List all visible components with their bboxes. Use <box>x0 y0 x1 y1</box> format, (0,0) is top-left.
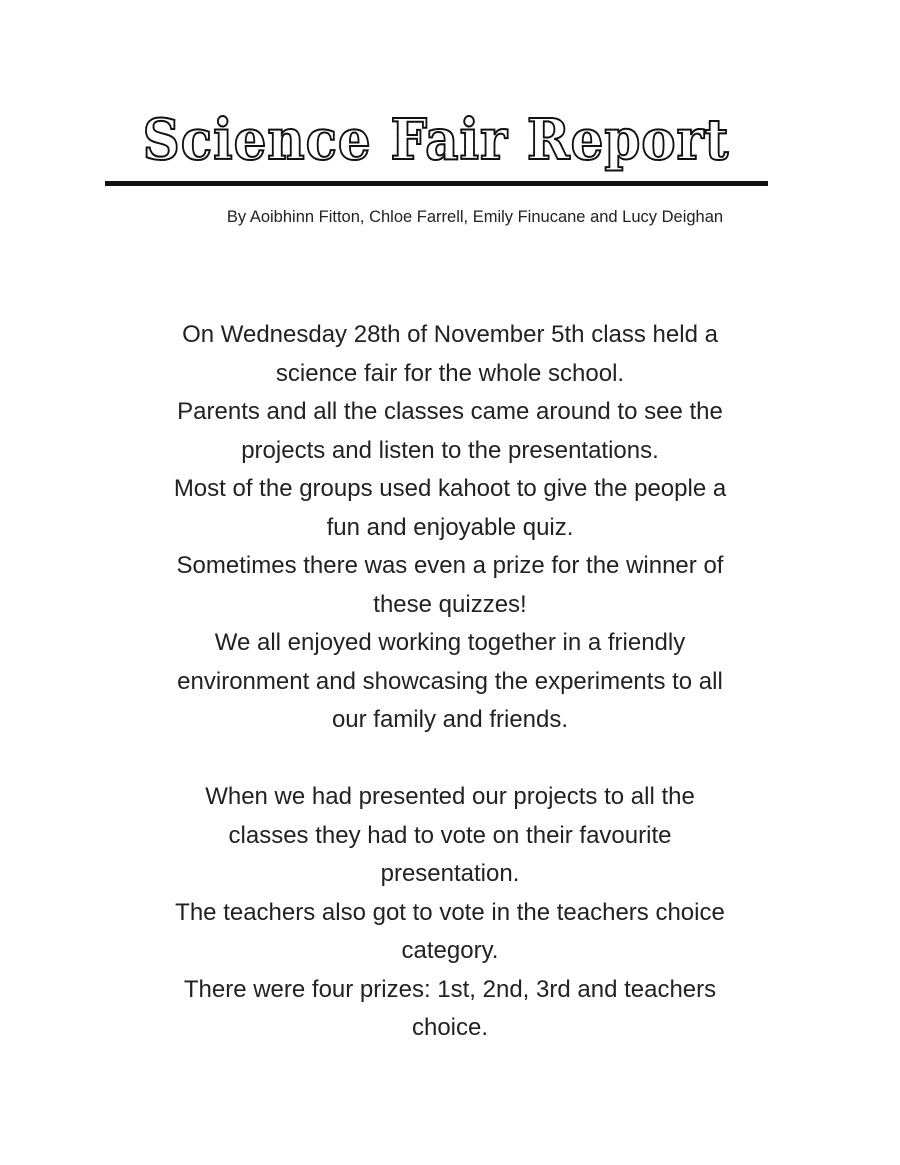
body-line: environment and showcasing the experiments to all <box>177 667 723 695</box>
title-area <box>0 104 900 180</box>
body-line: Most of the groups used kahoot to give the people a <box>173 475 727 502</box>
body-line: When we had presented our projects to all the <box>205 783 695 810</box>
body-line: The teachers also got to vote in the teachers choice <box>175 898 725 926</box>
body-line: presentation. <box>380 860 520 887</box>
body-line: projects and listen to the presentations. <box>241 436 659 464</box>
body-line: We all enjoyed working together in a friendly <box>214 629 686 656</box>
report-body <box>0 316 900 1048</box>
page-title: Science Fair Report <box>143 104 730 176</box>
body-line: There were four prizes: 1st, 2nd, 3rd and teachers <box>183 975 717 1003</box>
body-line: fun and enjoyable quiz. <box>326 513 574 541</box>
body-line <box>0 740 900 779</box>
body-line: On Wednesday 28th of November 5th class held a <box>182 321 718 348</box>
body-line: our family and friends. <box>331 706 569 733</box>
byline: By Aoibhinn Fitton, Chloe Farrell, Emily Finucane and Lucy Deighan <box>226 208 724 226</box>
body-line: category. <box>401 937 499 964</box>
body-line: choice. <box>411 1014 489 1041</box>
body-line: Sometimes there was even a prize for the winner of <box>176 552 724 579</box>
body-line: these quizzes! <box>373 590 527 618</box>
body-line: science fair for the whole school. <box>275 359 625 387</box>
title-underline <box>105 181 768 186</box>
body-line: classes they had to vote on their favourite <box>228 821 672 849</box>
body-line: Parents and all the classes came around to see the <box>177 398 723 425</box>
